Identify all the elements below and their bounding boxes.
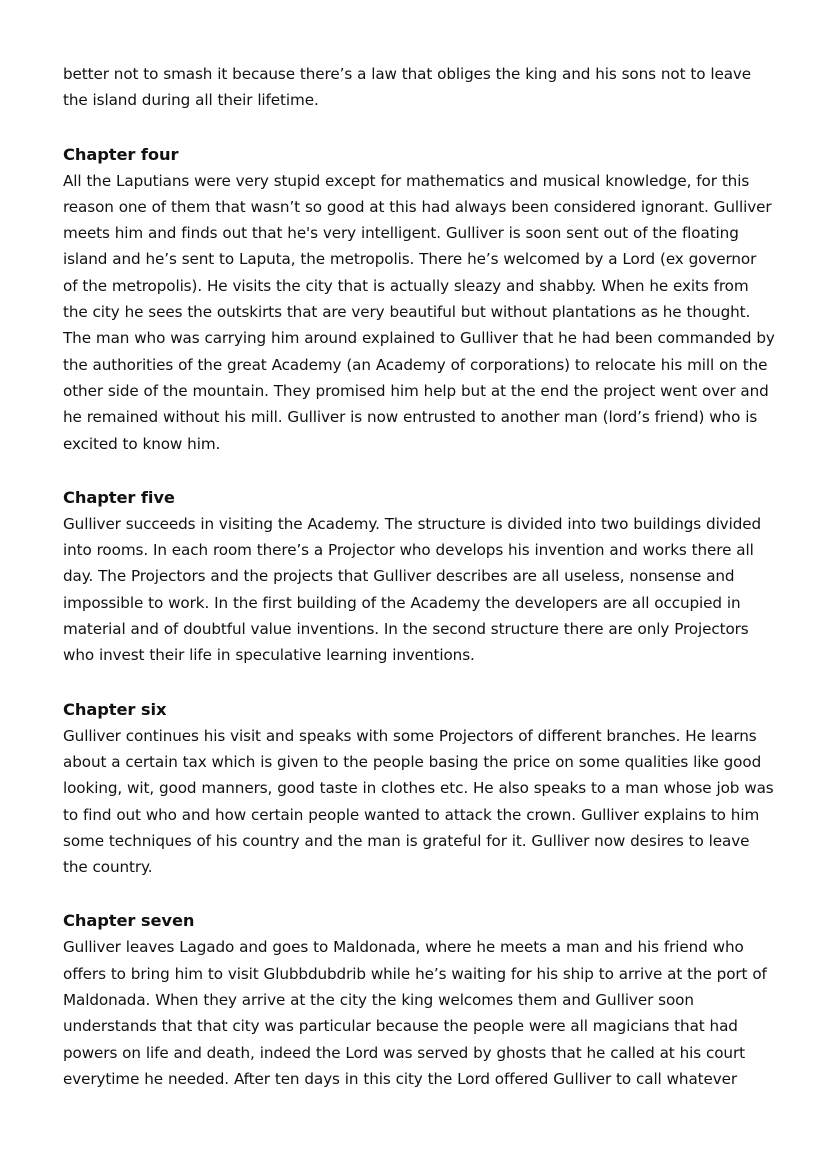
chapter-five-paragraph: Gulliver succeeds in visiting the Academy. The structure is divided into two buildings divided into rooms. In each room there’s a Projector who develops his invention and works there all day. The Projectors and the projects that Gulliver describes are all useless, nonsense and impossible to work. In the first building of the Academy the developers are all occupied in material and of doubtful value inventions. In the second structure there are only Projectors who invest their life in speculative learning inventions. <box>63 514 762 665</box>
chapter-six-paragraph: Gulliver continues his visit and speaks with some Projectors of different branches. He learns about a certain tax which is given to the people basing the price on some qualities like good looking, wit, good manners, good taste in clothes etc. He also speaks to a man whose job was to find out who and how certain people wanted to attack the crown. Gulliver explains to him some techniques of his country and the man is grateful for it. Gulliver now desires to leave the country. <box>63 726 774 877</box>
chapter-seven-section <box>63 908 775 1092</box>
chapter-four-paragraph: All the Laputians were very stupid except for mathematics and musical knowledge, for this reason one of them that wasn’t so good at this had always been considered ignorant. Gulliver meets him and finds out that he's very intelligent. Gulliver is soon sent out of the floating island and he’s sent to Laputa, the metropolis. There he’s welcomed by a Lord (ex governor of the metropolis). He visits the city that is actually sleazy and shabby. When he exits from the city he sees the outskirts that are very beautiful but without plantations as he thought. The man who was carrying him around explained to Gulliver that he had been commanded by the authorities of the great Academy (an Academy of corporations) to relocate his mill on the other side of the mountain. They promised him help but at the end the project went over and he remained without his mill. Gulliver is now entrusted to another man (lord’s friend) who is excited to know him. <box>63 171 775 453</box>
chapter-four-section <box>63 142 775 457</box>
document-page <box>63 61 775 1092</box>
chapter-six-heading: Chapter six <box>63 699 167 719</box>
chapter-six-section <box>63 697 775 881</box>
chapter-five-heading: Chapter five <box>63 487 175 507</box>
chapter-four-heading: Chapter four <box>63 144 179 164</box>
chapter-five-section <box>63 485 775 669</box>
chapter-seven-paragraph: Gulliver leaves Lagado and goes to Maldonada, where he meets a man and his friend who offers to bring him to visit Glubbdubdrib while he’s waiting for his ship to arrive at the port of Maldonada. When they arrive at the city the king welcomes them and Gulliver soon understands that that city was particular because the people were all magicians that had powers on life and death, indeed the Lord was served by ghosts that he called at his court everytime he needed. After ten days in this city the Lord offered Gulliver to call whatever <box>63 938 767 1088</box>
chapter-seven-heading: Chapter seven <box>63 911 195 931</box>
intro-paragraph: better not to smash it because there’s a law that obliges the king and his sons not to leave the island during all their lifetime. <box>63 65 752 110</box>
